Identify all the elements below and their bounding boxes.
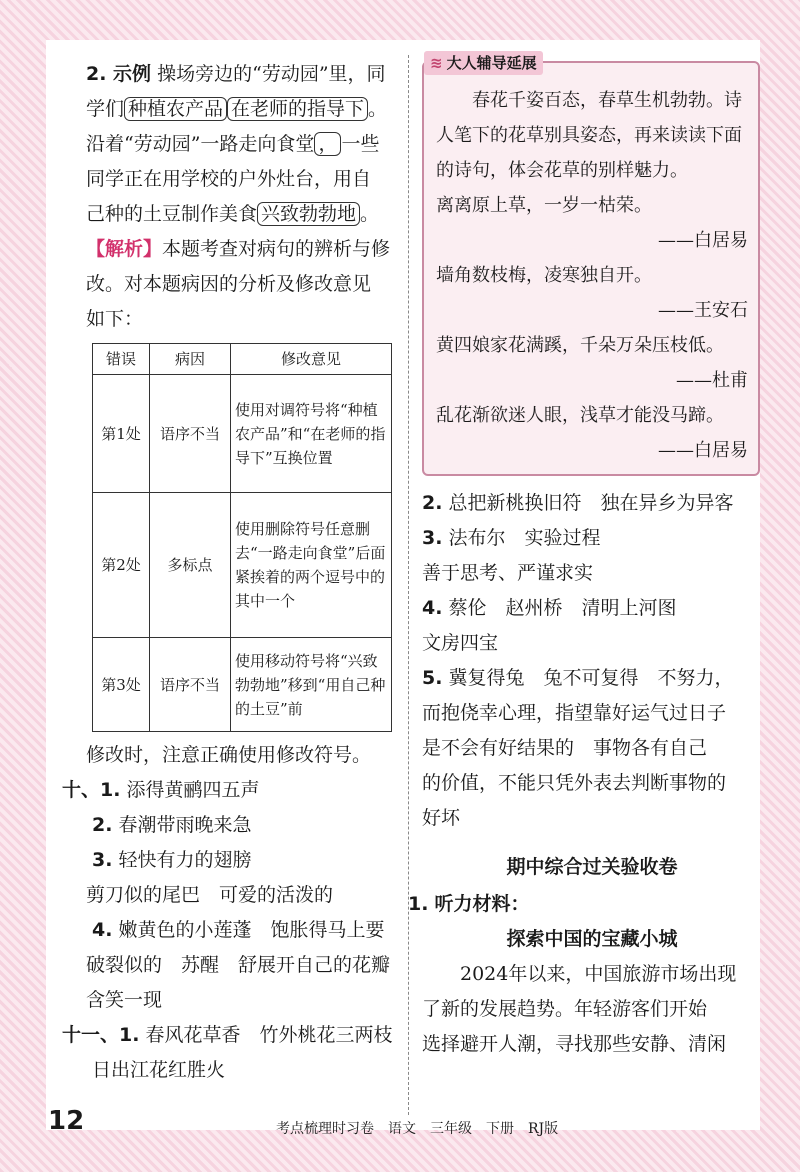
poem-line: 乱花渐欲迷人眼，浅草才能没马蹄。 [436, 405, 724, 426]
answer-text: 含笑一现 [86, 989, 163, 1011]
answer-text: 是不会有好结果的 事物各有自己 [422, 737, 708, 759]
answer-text: 日出江花红胜火 [92, 1059, 226, 1081]
right-column [408, 54, 762, 1062]
error-table [92, 343, 392, 732]
story-text: 了新的发展趋势。年轻游客们开始 [422, 998, 708, 1020]
table-cell: 语序不当 [150, 375, 231, 493]
answer-text: 的价值，不能只凭外表去判断事物的 [422, 772, 727, 794]
poem-line: 离离原上草，一岁一枯荣。 [436, 195, 652, 216]
correction-box: 兴致勃勃地 [257, 202, 360, 226]
punct: 。 [368, 98, 388, 120]
table-row [93, 493, 392, 638]
footer-text: 考点梳理时习卷 语文 三年级 下册 RJ版 [276, 1121, 559, 1137]
answer-2-text: 同学正在用学校的户外灶台，用自 [86, 168, 372, 190]
story-title: 探索中国的宝藏小城 [506, 928, 678, 950]
answer-text: 冀复得兔 兔不可复得 不努力， [448, 667, 734, 689]
story-text: 2024年以来，中国旅游市场出现 [460, 963, 737, 985]
answer-text: 破裂似的 苏醒 舒展开自己的花瓣 [86, 954, 391, 976]
poem-line: 墙角数枝梅，凌寒独自开。 [436, 265, 652, 286]
question-text: 听力材料： [434, 893, 530, 915]
poet-name: ——王安石 [658, 300, 748, 321]
answer-2-text: 操场旁边的“劳动园”里，同 [157, 63, 386, 85]
item-label: 2. [422, 492, 443, 514]
analysis-text: 如下： [86, 308, 144, 330]
answer-text: 文房四宝 [422, 632, 499, 654]
answer-text: 添得黄鹂四五声 [126, 779, 260, 801]
item-label: 3. [92, 849, 113, 871]
analysis-text: 改。对本题病因的分析及修改意见 [86, 273, 372, 295]
answer-text: 嫩黄色的小莲蓬 饱胀得马上要 [118, 919, 385, 941]
item-label: 5. [422, 667, 443, 689]
answer-text: 轻快有力的翅膀 [118, 849, 252, 871]
table-cell: 语序不当 [150, 638, 231, 732]
item-label: 3. [422, 527, 443, 549]
item-label: 1. [408, 893, 429, 915]
answer-2-label: 2. 示例 [86, 63, 152, 85]
analysis-text: 本题考查对病句的辨析与修 [162, 238, 391, 260]
analysis-tag: 【解析】 [86, 238, 163, 260]
poet-name: ——杜甫 [676, 370, 748, 391]
correction-box: ， [314, 132, 341, 156]
waves-icon: ≋ [430, 54, 443, 72]
poem-line: 黄四娘家花满蹊，千朵万朵压枝低。 [436, 335, 724, 356]
table-header: 错误 [93, 344, 150, 375]
item-label: 4. [92, 919, 113, 941]
table-cell: 第2处 [93, 493, 150, 638]
item-label: 2. [92, 814, 113, 836]
extension-intro: 春花千姿百态，春草生机勃勃。诗人笔下的花草别具姿态，再来读读下面的诗句，体会花草的别样魅力。 [436, 90, 742, 181]
punct: 。 [360, 203, 380, 225]
extension-header [424, 51, 543, 75]
table-cell: 使用移动符号将“兴致勃勃地”移到“用自己种的土豆”前 [231, 638, 392, 732]
table-header-row [93, 344, 392, 375]
story-text: 选择避开人潮，寻找那些安静、清闲 [422, 1033, 727, 1055]
table-header: 修改意见 [231, 344, 392, 375]
table-cell: 第3处 [93, 638, 150, 732]
footer [46, 1106, 760, 1142]
section-11-label: 十一、1. [62, 1024, 140, 1046]
correction-box: 在老师的指导下 [227, 97, 368, 121]
answer-text: 善于思考、严谨求实 [422, 562, 594, 584]
answer-text: 而抱侥幸心理，指望靠好运气过日子 [422, 702, 727, 724]
answer-2-text: 一些 [341, 133, 380, 155]
extension-box [422, 54, 760, 476]
table-row [93, 638, 392, 732]
table-cell: 使用对调符号将“种植农产品”和“在老师的指导下”互换位置 [231, 375, 392, 493]
table-header: 病因 [150, 344, 231, 375]
section-title: 期中综合过关验收卷 [506, 856, 678, 878]
table-cell: 使用删除符号任意删去“一路走向食堂”后面紧挨着的两个逗号中的其中一个 [231, 493, 392, 638]
page-number: 12 [48, 1106, 85, 1136]
poet-name: ——白居易 [658, 440, 748, 461]
answer-text: 春风花草香 竹外桃花三两枝 [145, 1024, 393, 1046]
left-column [62, 57, 398, 1088]
answer-text: 总把新桃换旧符 独在异乡为异客 [448, 492, 734, 514]
section-10-label: 十、1. [62, 779, 121, 801]
answer-text: 蔡伦 赵州桥 清明上河图 [448, 597, 677, 619]
answer-2-text: 学们 [86, 98, 125, 120]
answer-2-text: 沿着“劳动园”一路走向食堂 [86, 133, 315, 155]
column-divider [408, 55, 409, 1115]
table-cell: 第1处 [93, 375, 150, 493]
note-text: 修改时，注意正确使用修改符号。 [86, 744, 372, 766]
poet-name: ——白居易 [658, 230, 748, 251]
table-row [93, 375, 392, 493]
table-cell: 多标点 [150, 493, 231, 638]
answer-text: 法布尔 实验过程 [448, 527, 601, 549]
correction-box: 种植农产品 [124, 97, 227, 121]
answer-text: 春潮带雨晚来急 [118, 814, 252, 836]
answer-2-text: 己种的土豆制作美食 [86, 203, 258, 225]
answer-text: 剪刀似的尾巴 可爱的活泼的 [86, 884, 334, 906]
answer-text: 好坏 [422, 807, 461, 829]
item-label: 4. [422, 597, 443, 619]
extension-title: 大人辅导延展 [446, 54, 537, 72]
